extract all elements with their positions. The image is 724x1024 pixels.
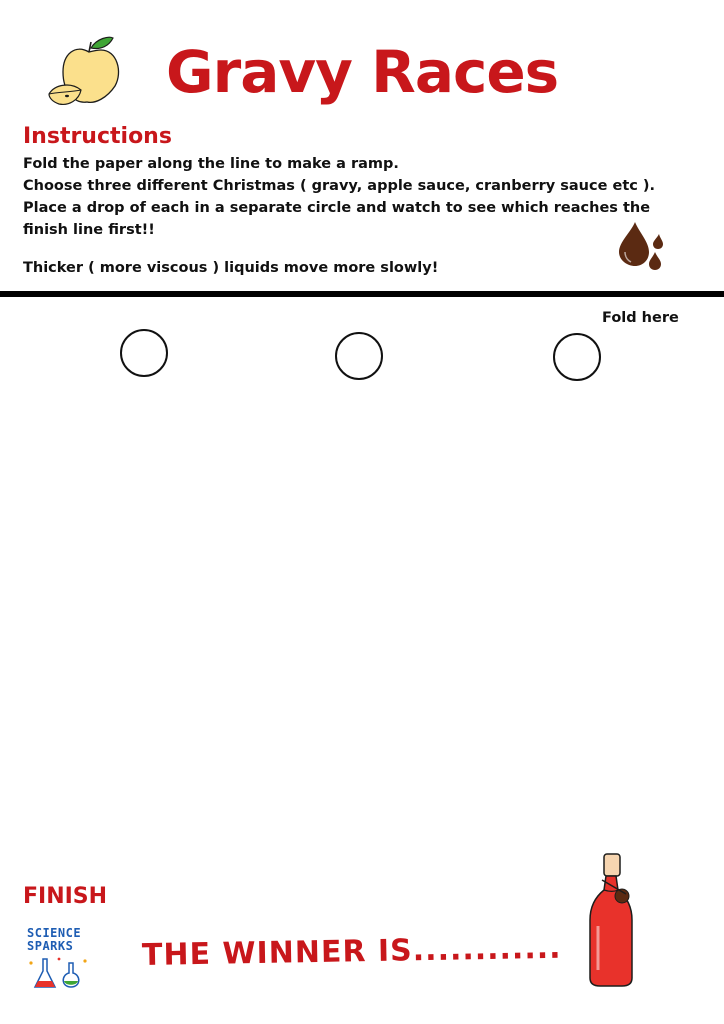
sauce-bottle-icon <box>582 850 638 988</box>
instruction-line: Fold the paper along the line to make a ramp. <box>23 156 399 172</box>
start-circle-2 <box>335 332 383 380</box>
sauce-drops-icon <box>617 220 667 272</box>
start-circle-3 <box>553 333 601 381</box>
instructions-text <box>23 153 683 279</box>
science-sparks-logo <box>27 927 93 995</box>
fold-line <box>0 291 724 297</box>
fold-label: Fold here <box>602 310 679 326</box>
spacer <box>23 241 683 257</box>
start-circle-1 <box>120 329 168 377</box>
page-title: Gravy Races <box>166 38 559 106</box>
logo-line-2: SPARKS <box>27 939 74 953</box>
instruction-note: Thicker ( more viscous ) liquids move more slowly! <box>23 260 439 276</box>
instruction-line: Choose three different Christmas ( gravy, apple sauce, cranberry sauce etc ). <box>23 178 656 194</box>
instructions-heading: Instructions <box>23 124 172 149</box>
winner-text: THE WINNER IS............ <box>141 930 562 973</box>
finish-label: FINISH <box>23 884 108 909</box>
instruction-line: Place a drop of each in a separate circle and watch to see which reaches the <box>23 200 651 216</box>
logo-line-1: SCIENCE <box>27 926 82 940</box>
apple-icon <box>45 32 125 108</box>
instruction-line: finish line first!! <box>23 222 155 238</box>
flask-icon <box>27 953 93 993</box>
